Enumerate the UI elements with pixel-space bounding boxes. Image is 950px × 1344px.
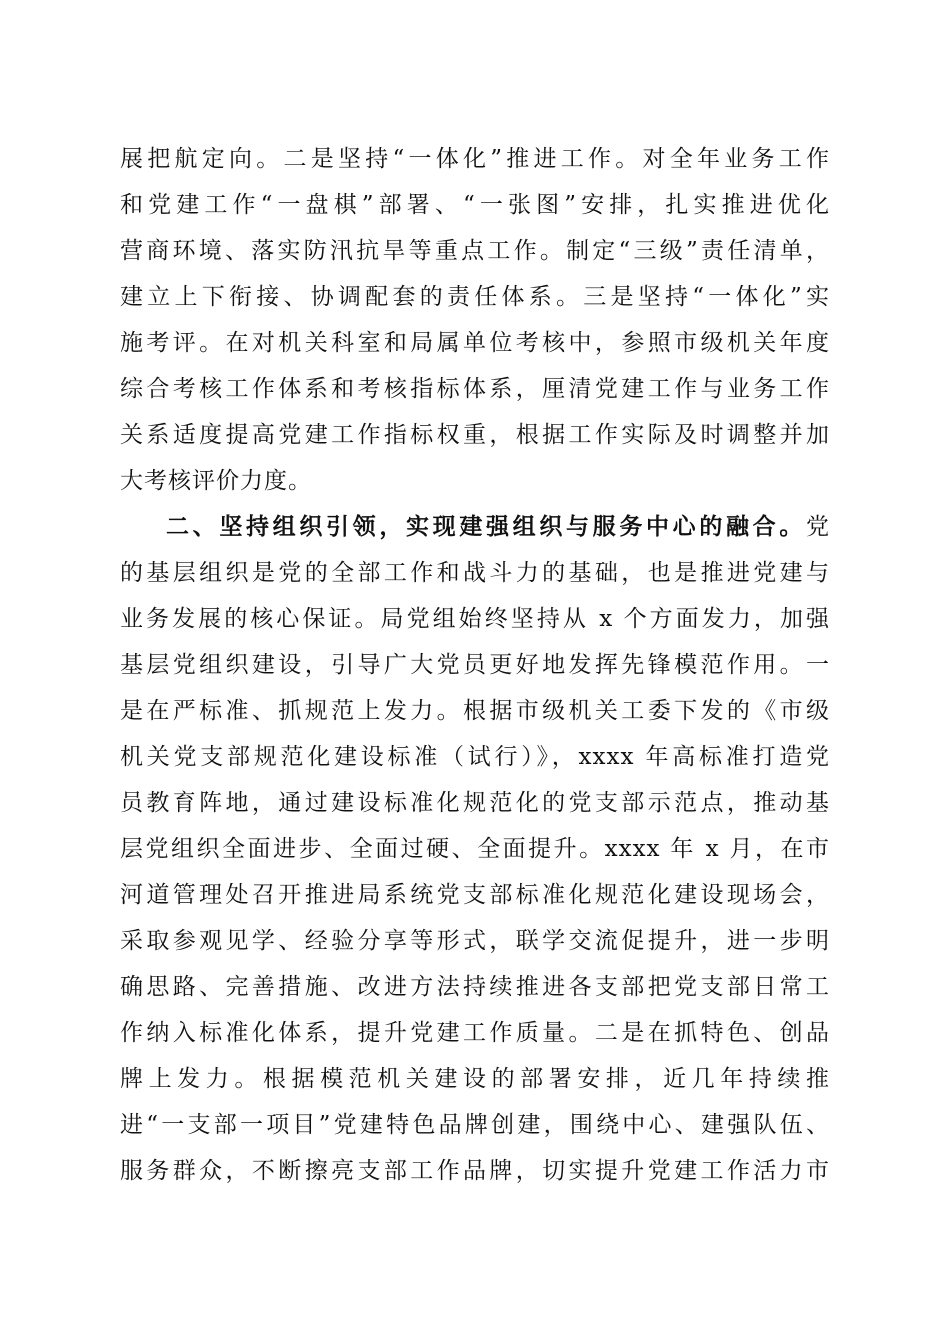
section-heading: 二、坚持组织引领，实现建强组织与服务中心的融合。 xyxy=(166,513,806,540)
paragraph-2-line-5: 是在严标准、抓规范上发力。根据市级机关工委下发的《市级 xyxy=(120,698,830,724)
paragraph-2-line-12: 作纳入标准化体系，提升党建工作质量。二是在抓特色、创品 xyxy=(120,1020,830,1046)
section-heading-trailing-text: 党 xyxy=(806,514,830,540)
paragraph-2-first-line xyxy=(120,505,830,549)
paragraph-1-line-7: 关系适度提高党建工作指标权重，根据工作实际及时调整并加 xyxy=(120,422,830,448)
paragraph-1-line-2: 和党建工作“一盘棋”部署、“一张图”安排，扎实推进优化 xyxy=(120,192,830,218)
paragraph-2-line-11: 确思路、完善措施、改进方法持续推进各支部把党支部日常工 xyxy=(120,974,830,1000)
paragraph-2-line-13: 牌上发力。根据模范机关建设的部署安排，近几年持续推 xyxy=(120,1066,830,1092)
paragraph-2-line-2: 的基层组织是党的全部工作和战斗力的基础，也是推进党建与 xyxy=(120,560,830,586)
paragraph-1-line-4: 建立上下衔接、协调配套的责任体系。三是坚持“一体化”实 xyxy=(120,284,830,310)
paragraph-1-line-3: 营商环境、落实防汛抗旱等重点工作。制定“三级”责任清单， xyxy=(120,238,830,264)
paragraph-1-line-1: 展把航定向。二是坚持“一体化”推进工作。对全年业务工作 xyxy=(120,146,830,172)
paragraph-2-line-15: 服务群众，不断擦亮支部工作品牌，切实提升党建工作活力市 xyxy=(120,1158,830,1184)
paragraph-2-line-7: 员教育阵地，通过建设标准化规范化的党支部示范点，推动基 xyxy=(120,790,830,816)
paragraph-2-line-3: 业务发展的核心保证。局党组始终坚持从 x 个方面发力，加强 xyxy=(120,606,830,632)
paragraph-2-line-14: 进“一支部一项目”党建特色品牌创建，围绕中心、建强队伍、 xyxy=(120,1112,830,1138)
paragraph-1-line-8: 大考核评价力度。 xyxy=(120,468,312,494)
paragraph-2-line-6: 机关党支部规范化建设标准（试行）》，xxxx 年高标准打造党 xyxy=(120,744,830,770)
paragraph-2-line-8: 层党组织全面进步、全面过硬、全面提升。xxxx 年 x 月，在市 xyxy=(120,836,830,862)
paragraph-1-line-6: 综合考核工作体系和考核指标体系，厘清党建工作与业务工作 xyxy=(120,376,830,402)
paragraph-1-line-5: 施考评。在对机关科室和局属单位考核中，参照市级机关年度 xyxy=(120,330,830,356)
paragraph-2-line-10: 采取参观见学、经验分享等形式，联学交流促提升，进一步明 xyxy=(120,928,830,954)
paragraph-2-line-4: 基层党组织建设，引导广大党员更好地发挥先锋模范作用。一 xyxy=(120,652,830,678)
paragraph-2-line-9: 河道管理处召开推进局系统党支部标准化规范化建设现场会， xyxy=(120,882,830,908)
